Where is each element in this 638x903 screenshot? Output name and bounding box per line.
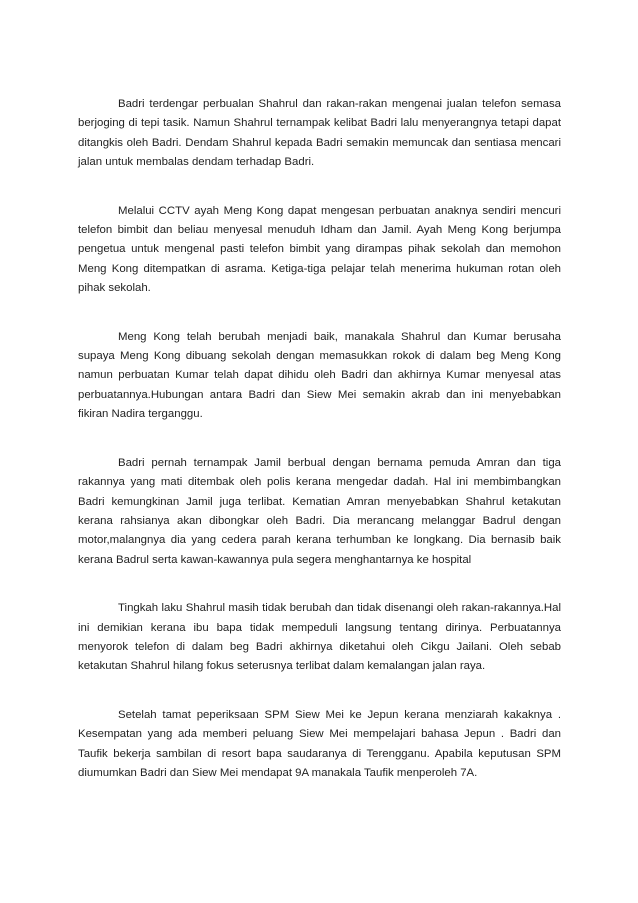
paragraph-2: Melalui CCTV ayah Meng Kong dapat mengesan perbuatan anaknya sendiri mencuri telefon bimbit dan beliau menyesal menuduh Idham dan Jamil. Ayah Meng Kong berjumpa pengetua untuk mengenal pasti telefon bimbit yang dirampas pihak sekolah dan memohon Meng Kong ditempatkan di asrama. Ketiga-tiga pelajar telah menerima hukuman rotan oleh pihak sekolah. (78, 204, 561, 295)
paragraph-1: Badri terdengar perbualan Shahrul dan rakan-rakan mengenai jualan telefon semasa berjoging di tepi tasik. Namun Shahrul ternampak kelibat Badri lalu menyerangnya tetapi dapat ditangkis oleh Badri. Dendam Shahrul kepada Badri semakin memuncak dan sentiasa mencari jalan untuk membalas dendam terhadap Badri. (78, 98, 561, 169)
paragraph-3: Meng Kong telah berubah menjadi baik, manakala Shahrul dan Kumar berusaha supaya Meng Kong dibuang sekolah dengan memasukkan rokok di dalam beg Meng Kong namun perbuatan Kumar telah dapat dihidu oleh Badri dan akhirnya Kumar menyesal atas perbuatannya.Hubungan antara Badri dan Siew Mei semakin akrab dan ini menyebabkan fikiran Nadira terganggu. (78, 330, 561, 421)
paragraph-6: Setelah tamat peperiksaan SPM Siew Mei ke Jepun kerana menziarah kakaknya . Kesempatan yang ada memberi peluang Siew Mei mempelajari bahasa Jepun . Badri dan Taufik bekerja sambilan di resort bapa saudaranya di Terengganu. Apabila keputusan SPM diumumkan Badri dan Siew Mei mendapat 9A manakala Taufik menperoleh 7A. (78, 708, 561, 779)
document-page (78, 95, 561, 812)
paragraph-5: Tingkah laku Shahrul masih tidak berubah dan tidak disenangi oleh rakan-rakannya.Hal ini demikian kerana ibu bapa tidak mempeduli langsung tentang dirinya. Perbuatannya menyorok telefon di dalam beg Badri akhirnya diketahui oleh Cikgu Jailani. Oleh sebab ketakutan Shahrul hilang fokus seterusnya terlibat dalam kemalangan jalan raya. (78, 602, 561, 673)
paragraph-4: Badri pernah ternampak Jamil berbual dengan bernama pemuda Amran dan tiga rakannya yang mati ditembak oleh polis kerana mengedar dadah. Hal ini membimbangkan Badri kemungkinan Jamil juga terlibat. Kematian Amran menyebabkan Shahrul ketakutan kerana rahsianya akan dibongkar oleh Badri. Dia merancang melanggar Badrul dengan motor,malangnya dia yang cedera parah kerana terhumban ke longkang. Dia bernasib baik kerana Badrul serta kawan-kawannya pula segera menghantarnya ke hospital (78, 456, 561, 566)
